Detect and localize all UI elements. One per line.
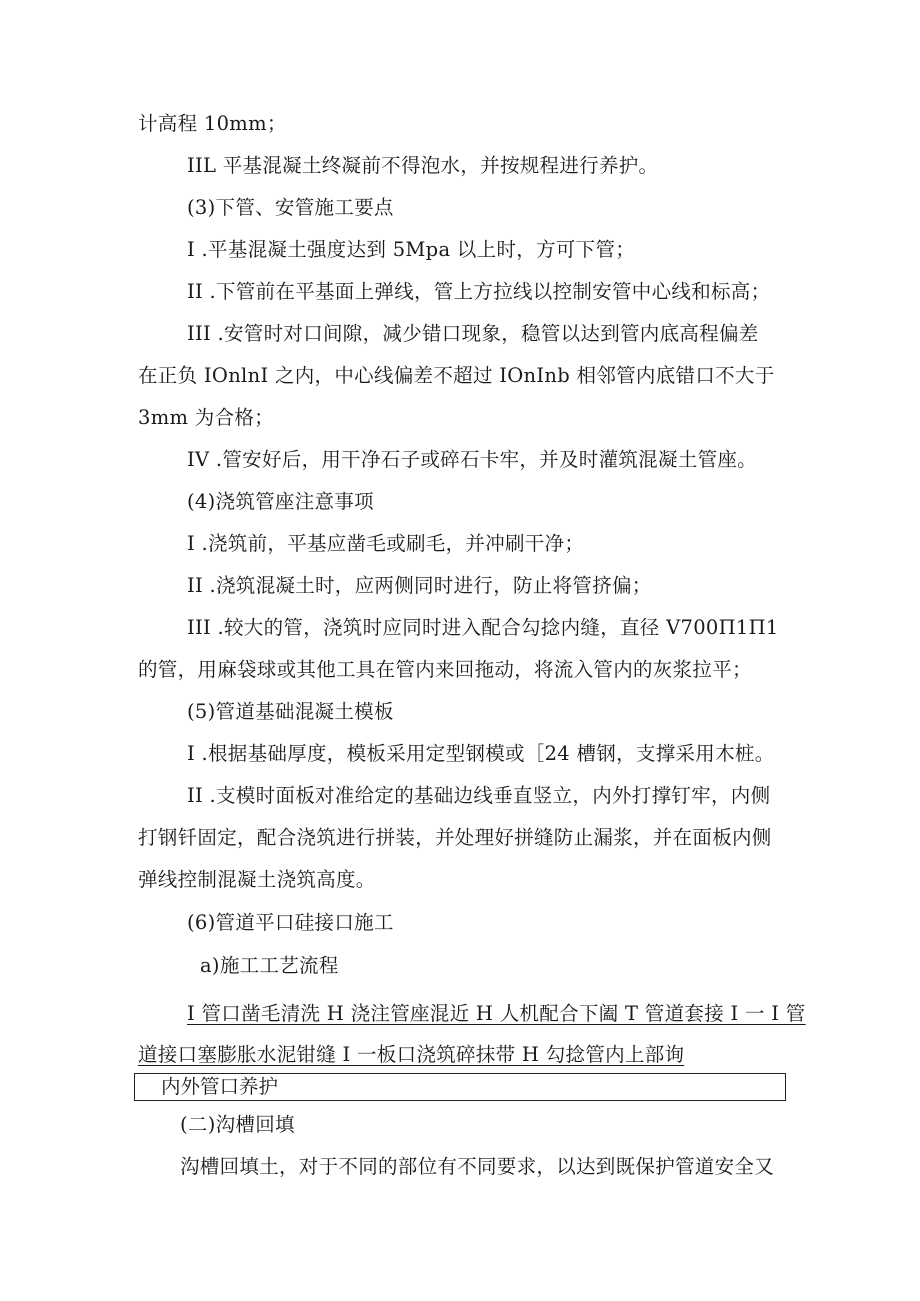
text-line: 打钢钎固定，配合浇筑进行拼装，并处理好拼缝防止漏浆，并在面板内侧 (138, 826, 772, 849)
text-line: 的管，用麻袋球或其他工具在管内来回拖动，将流入管内的灰浆拉平； (138, 658, 752, 681)
text-line: II .浇筑混凝土时，应两侧同时进行，防止将管挤偏； (187, 574, 652, 597)
text-line: 3mm 为合格； (138, 406, 274, 429)
text-line: IIL 平基混凝土终凝前不得泡水，并按规程进行养护。 (187, 154, 659, 177)
text-line: I .平基混凝土强度达到 5Mpa 以上时，方可下管； (187, 238, 636, 261)
text-line: I .根据基础厚度，模板采用定型钢模或［24 槽钢，支撑采用木桩。 (187, 742, 775, 765)
text-line: 计高程 10mm； (138, 112, 287, 135)
flow-box-label: 内外管口养护 (161, 1075, 279, 1098)
section-heading: (5)管道基础混凝土模板 (187, 700, 394, 723)
flow-line: I 管口凿毛清洗 H 浇注管座混近 H 人机配合下阖 T 管道套接 I 一 I 管 (187, 1002, 806, 1025)
text-line: IV .管安好后，用干净石子或碎石卡牢，并及时灌筑混凝土管座。 (187, 448, 757, 471)
section-heading: (3)下管、安管施工要点 (187, 196, 394, 219)
flow-box (134, 1073, 786, 1101)
text-line: III .较大的管，浇筑时应同时进入配合勾捻内缝，直径 V700Π1Π1 (187, 616, 779, 639)
section-heading: (6)管道平口硅接口施工 (187, 911, 394, 934)
text-line: II .下管前在平基面上弹线，管上方拉线以控制安管中心线和标高； (187, 280, 771, 303)
section-heading: (4)浇筑管座注意事项 (187, 490, 374, 513)
text-line: I .浇筑前，平基应凿毛或刷毛，并冲刷干净； (187, 532, 585, 555)
text-line: 弹线控制混凝土浇筑高度。 (138, 868, 376, 891)
section-heading: (二)沟槽回填 (180, 1113, 295, 1136)
text-line: 在正负 IOnlnI 之内，中心线偏差不超过 IOnInb 相邻管内底错口不大于 (138, 364, 775, 387)
text-line: II .支模时面板对准给定的基础边线垂直竖立，内外打撑钉牢，内侧 (187, 784, 771, 807)
text-line: 沟槽回填土，对于不同的部位有不同要求，以达到既保护管道安全又 (180, 1155, 775, 1178)
flow-line: 道接口塞膨胀水泥钳缝 I 一板口浇筑碎抹带 H 勾捻管内上部询 (138, 1043, 685, 1066)
subsection-heading: a)施工工艺流程 (200, 954, 339, 977)
text-line: III .安管时对口间隙，减少错口现象，稳管以达到管内底高程偏差 (187, 322, 759, 345)
